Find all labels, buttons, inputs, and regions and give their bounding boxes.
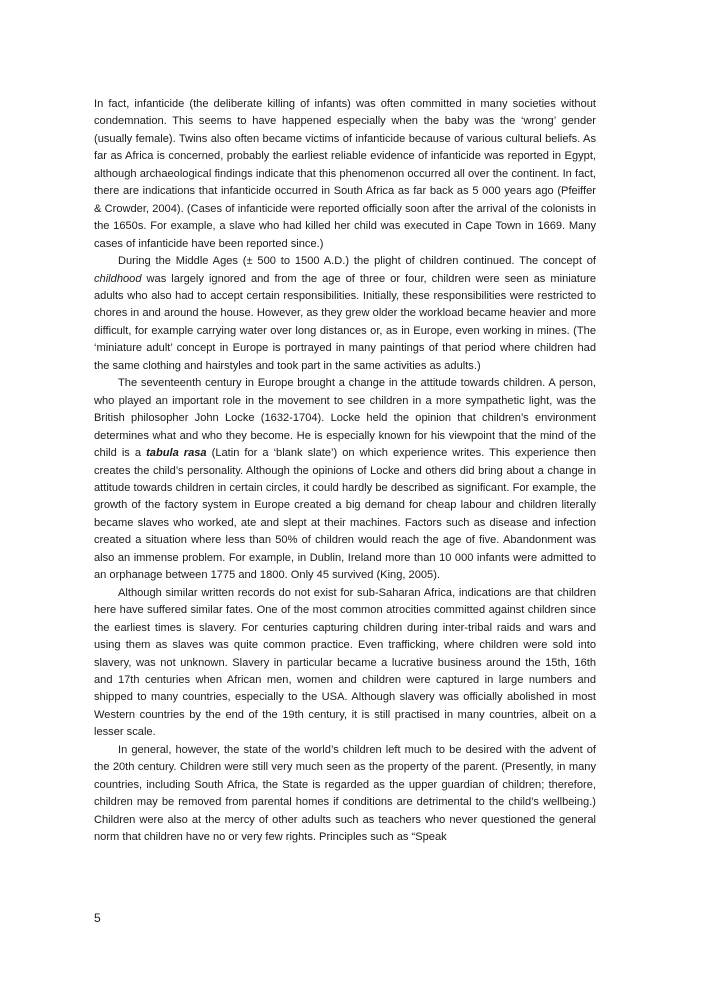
paragraph-text: In fact, infanticide (the deliberate killing of infants) was often committed in many societies without condemnation. This seems to have happened especially when the baby was the ‘wrong’ gender (usually female). Twins also often became victims of infanticide because of various cultural beliefs. As far as Africa is concerned, probably the earliest reliable evidence of infanticide was reported in Egypt, although archaeological findings indicate that this phenomenon occurred all over the continent. In fact, there are indications that infanticide occurred in South Africa as far back as 5 000 years ago (Pfeiffer & Crowder, 2004). (Cases of infanticide were reported officially soon after the arrival of the colonists in the 1650s. For example, a slave who had killed her child was executed in Cape Town in 1669. Many cases of infanticide have been reported since.) <box>94 98 596 250</box>
page-number: 5 <box>94 911 101 925</box>
paragraph-text: (Latin for a ‘blank slate’) on which experience writes. This experience then creates the child’s personality. Although the opinions of Locke and others did bring about a change in attitude towards children in certain circles, it could hardly be described as significant. For example, the growth of the factory system in Europe created a big demand for cheap labour and children literally became slaves who worked, ate and slept at their machines. Factors such as disease and infection created a situation where less than 50% of children would reach the age of five. Abandonment was also an immense problem. For example, in Dublin, Ireland more than 10 000 infants were admitted to an orphanage between 1775 and 1800. Only 45 survived (King, 2005). <box>94 447 597 582</box>
emphasis-tabula-rasa: tabula rasa <box>146 447 207 460</box>
paragraph-text: The seventeenth century in Europe brought a change in the attitude towards children. A person, who played an important role in the movement to see children in a more sympathetic light, was the British philosopher John Locke (1632-1704). Locke held the opinion that children’s environment determines what and who they become. He is especially known for his viewpoint that the mind of the child is a <box>94 377 596 460</box>
paragraph-text: Although similar written records do not exist for sub-Saharan Africa, indications are that children here have suffered similar fates. One of the most common atrocities committed against children since the earliest times is slavery. For centuries capturing children during inter-tribal raids and wars and using them as slaves was quite common practice. Even trafficking, where children were sold into slavery, was not unknown. Slavery in particular became a lucrative business around the 15th, 16th and 17th centuries when African men, women and children were captured in large numbers and shipped to many countries, especially to the USA. Although slavery was officially abolished in most Western countries by the end of the 19th century, it is still practised in many countries, albeit on a lesser scale. <box>94 586 596 739</box>
emphasis-childhood: childhood <box>94 272 142 285</box>
paragraph-text: In general, however, the state of the world’s children left much to be desired with the advent of the 20th century. Children were still very much seen as the property of the parent. (Presently, in many countries, including South Africa, the State is regarded as the upper guardian of children; therefore, children may be removed from parental homes if conditions are detrimental to the child’s wellbeing.) Children were also at the mercy of other adults such as teachers who never questioned the general norm that children have no or very few rights. Principles such as “Speak <box>94 743 596 844</box>
paragraph-infanticide <box>94 96 596 253</box>
paragraph-text: During the Middle Ages (± 500 to 1500 A.D.) the plight of children continued. The concept of <box>118 255 596 268</box>
paragraph-seventeenth-century <box>94 375 596 584</box>
paragraph-middle-ages <box>94 253 596 375</box>
paragraph-twentieth-century <box>94 742 596 847</box>
document-body <box>94 96 596 846</box>
paragraph-sub-saharan-africa <box>94 585 596 742</box>
paragraph-text: was largely ignored and from the age of three or four, children were seen as miniature adults who also had to accept certain responsibilities. Initially, these responsibilities were restricted to chores in and around the house. However, as they grew older the workload became heavier and more difficult, for example carrying water over long distances or, as in Europe, even working in mines. (The ‘miniature adult’ concept in Europe is portrayed in many paintings of that period where children had the same clothing and hairstyles and took part in the same activities as adults.) <box>94 272 596 372</box>
